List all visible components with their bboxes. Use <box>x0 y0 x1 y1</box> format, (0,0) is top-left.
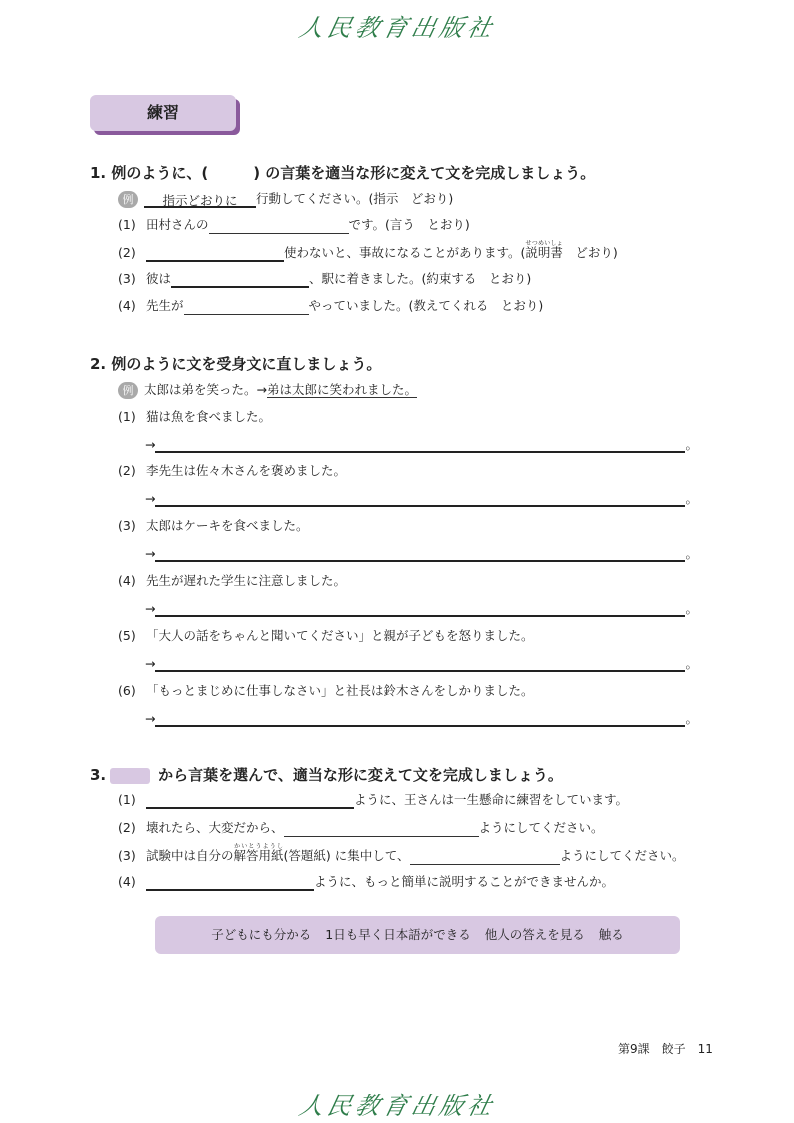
answer-blank[interactable] <box>155 601 685 617</box>
item-num: (2) <box>118 245 136 260</box>
period: 。 <box>685 546 698 561</box>
answer-blank[interactable] <box>146 246 284 262</box>
arrow-icon: → <box>145 437 156 452</box>
period: 。 <box>685 437 698 452</box>
item-text: 猫は魚を食べました。 <box>146 409 272 424</box>
page-footer <box>618 1040 713 1057</box>
example-text: 太郎は弟を笑った。→ <box>144 382 267 397</box>
answer-blank[interactable] <box>155 546 685 562</box>
s2-item <box>118 462 346 480</box>
s2-item <box>118 408 271 426</box>
period: 。 <box>685 601 698 616</box>
page-number: 11 <box>697 1042 713 1056</box>
example-badge: 例 <box>118 382 138 399</box>
s1-example <box>118 190 453 208</box>
item-text: 使わないと、事故になることがあります。( <box>284 245 526 260</box>
item-text: ようにしてください。 <box>478 820 604 835</box>
s3-title: 3. から言葉を選んで、適当な形に変えて文を完成しましょう。 <box>90 766 563 784</box>
answer-blank[interactable] <box>155 491 685 507</box>
answer-blank[interactable] <box>410 850 560 865</box>
item-num: (1) <box>118 409 136 424</box>
item-text: 田村さんの <box>146 217 209 232</box>
s3-item-2 <box>118 819 604 837</box>
answer-blank[interactable] <box>155 437 685 453</box>
item-text: 「大人の話をちゃんと聞いてください」と親が子どもを怒りました。 <box>146 628 534 643</box>
period: 。 <box>685 711 698 726</box>
s2-item <box>118 682 534 700</box>
item-num: (4) <box>118 573 136 588</box>
word-choice: 触る <box>598 927 624 942</box>
answer-blank[interactable] <box>146 875 314 891</box>
lesson-label: 第9課 餃子 <box>618 1042 686 1056</box>
item-num: (5) <box>118 628 136 643</box>
item-text: どおり) <box>562 245 618 260</box>
word-box-marker <box>110 768 150 784</box>
item-text: やっていました。(教えてくれる とおり) <box>308 298 544 313</box>
example-answer: 弟は太郎に笑われました。 <box>266 382 417 397</box>
s1-title: 1. 例のように、( ) の言葉を適当な形に変えて文を完成しましょう。 <box>90 164 596 182</box>
arrow-icon: → <box>145 546 156 561</box>
item-text: ように、もっと簡単に説明することができませんか。 <box>314 874 615 889</box>
s2-answer-line <box>145 489 698 507</box>
item-num: (3) <box>118 848 136 863</box>
item-num: (2) <box>118 463 136 478</box>
item-text: 彼は <box>146 271 172 286</box>
s3-item-3 <box>118 843 685 865</box>
publisher-logo-bottom: 人民教育出版社 <box>296 1092 499 1120</box>
answer-blank[interactable] <box>209 219 349 234</box>
s2-answer-line <box>145 599 698 617</box>
item-num: (1) <box>118 792 136 807</box>
item-text: ように、王さんは一生懸命に練習をしています。 <box>354 792 629 807</box>
item-text: (答題紙) に集中して、 <box>283 848 410 863</box>
word-choice: 子どもにも分かる <box>211 927 312 942</box>
item-text: 試験中は自分の <box>146 848 234 863</box>
s2-answer-line <box>145 654 698 672</box>
ruby-word: 解答用紙かいとうようし <box>233 843 284 863</box>
s1-item-2 <box>118 240 618 262</box>
section-title-box <box>90 95 236 131</box>
example-text: 行動してください。(指示 どおり) <box>256 191 454 206</box>
item-num: (4) <box>118 874 136 889</box>
arrow-icon: → <box>145 711 156 726</box>
arrow-icon: → <box>145 491 156 506</box>
item-text: 李先生は佐々木さんを褒めました。 <box>146 463 347 478</box>
item-num: (6) <box>118 683 136 698</box>
item-num: (3) <box>118 518 136 533</box>
answer-blank[interactable] <box>284 822 479 837</box>
s3-item-1 <box>118 791 628 809</box>
item-text: 「もっとまじめに仕事しなさい」と社長は鈴木さんをしかりました。 <box>146 683 534 698</box>
s1-item-4 <box>118 297 543 315</box>
item-num: (4) <box>118 298 136 313</box>
period: 。 <box>685 491 698 506</box>
word-choice: 1日も早く日本語ができる <box>325 927 471 942</box>
word-choice: 他人の答えを見る <box>484 927 585 942</box>
item-text: 、駅に着きました。(約束する とおり) <box>309 271 532 286</box>
s2-title: 2. 例のように文を受身文に直しましょう。 <box>90 355 382 373</box>
item-text: 先生が遅れた学生に注意しました。 <box>146 573 347 588</box>
item-num: (1) <box>118 217 136 232</box>
answer-blank[interactable] <box>155 656 685 672</box>
answer-blank[interactable] <box>171 272 309 288</box>
s2-item <box>118 627 534 645</box>
answer-blank[interactable] <box>146 793 354 809</box>
example-answer: 指示どおりに <box>144 192 256 208</box>
ruby-word: 説明書せつめいしょ <box>525 240 563 260</box>
s2-item <box>118 517 309 535</box>
word-choices-box <box>155 916 680 954</box>
example-badge: 例 <box>118 191 138 208</box>
section-title: 練習 <box>146 103 179 122</box>
item-num: (3) <box>118 271 136 286</box>
s3-item-4 <box>118 873 614 891</box>
arrow-icon: → <box>145 656 156 671</box>
arrow-icon: → <box>145 601 156 616</box>
s2-answer-line <box>145 709 698 727</box>
s2-answer-line <box>145 435 698 453</box>
s2-answer-line <box>145 544 698 562</box>
period: 。 <box>685 656 698 671</box>
item-text: ようにしてください。 <box>559 848 685 863</box>
answer-blank[interactable] <box>155 711 685 727</box>
publisher-logo-top: 人民教育出版社 <box>296 14 499 42</box>
item-text: 先生が <box>146 298 184 313</box>
s2-example <box>118 381 417 399</box>
s2-item <box>118 572 346 590</box>
s1-item-1 <box>118 216 470 234</box>
s1-item-3 <box>118 270 531 288</box>
item-num: (2) <box>118 820 136 835</box>
item-text: です。(言う とおり) <box>348 217 470 232</box>
answer-blank[interactable] <box>184 300 309 315</box>
item-text: 太郎はケーキを食べました。 <box>146 518 309 533</box>
item-text: 壊れたら、大変だから、 <box>146 820 284 835</box>
